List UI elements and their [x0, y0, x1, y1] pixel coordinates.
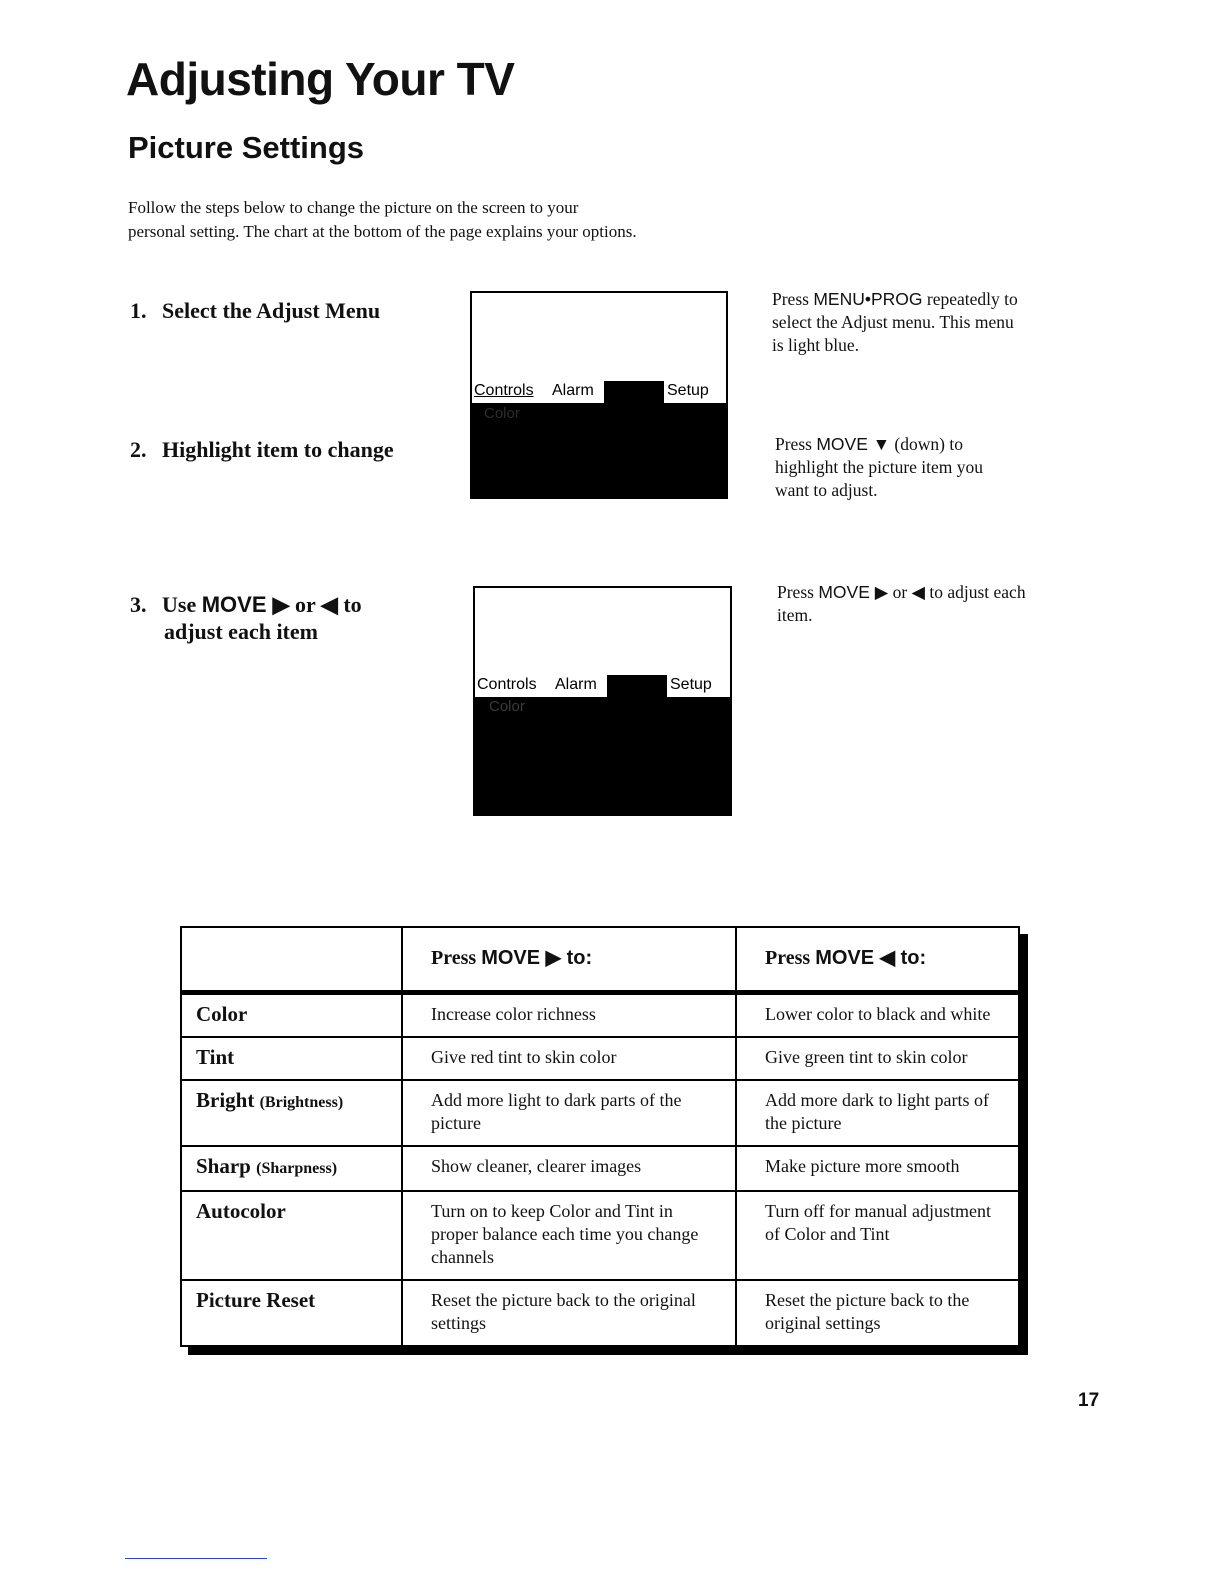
setting-name: Color: [181, 993, 402, 1038]
move-right-effect: Show cleaner, clearer images: [402, 1146, 736, 1191]
page-title: Adjusting Your TV: [126, 53, 515, 105]
desc-line: is light blue.: [772, 335, 860, 355]
intro-paragraph: [128, 196, 788, 244]
table-row: [181, 1037, 1019, 1080]
move-left-effect: Add more dark to light parts of the picture: [736, 1080, 1019, 1146]
move-right-effect: Add more light to dark parts of the picture: [402, 1080, 736, 1146]
step-label-line2: adjust each item: [164, 619, 318, 644]
move-right-effect: Reset the picture back to the original settings: [402, 1280, 736, 1346]
section-title: Picture Settings: [128, 130, 364, 165]
step-1-description: [772, 288, 1072, 357]
menu-item-alarm: Alarm: [555, 676, 597, 693]
table-row: [181, 993, 1019, 1038]
setting-name: Bright (Brightness): [181, 1080, 402, 1146]
move-left-effect: Make picture more smooth: [736, 1146, 1019, 1191]
tv-menu-bar: [472, 381, 726, 403]
tv-menu-bar: [475, 675, 730, 697]
menu-item-alarm: Alarm: [552, 382, 594, 399]
table-row: [181, 1146, 1019, 1191]
menu-item-adjust-highlight: [607, 675, 667, 697]
menu-item-setup: Setup: [670, 676, 712, 693]
move-left-effect: Lower color to black and white: [736, 993, 1019, 1038]
step-label: Use MOVE ▶ or ◀ to: [162, 592, 362, 617]
picture-options-table: [180, 926, 1020, 1347]
menu-item-adjust-highlight: [604, 381, 664, 403]
move-right-effect: Turn on to keep Color and Tint in proper balance each time you change channels: [402, 1191, 736, 1280]
move-right-effect: Increase color richness: [402, 993, 736, 1038]
step-number: 3.: [130, 592, 147, 617]
setting-name: Autocolor: [181, 1191, 402, 1280]
step-2-description: [775, 433, 1075, 502]
desc-line: item.: [777, 605, 813, 625]
move-left-effect: Reset the picture back to the original settings: [736, 1280, 1019, 1346]
menu-item-controls: Controls: [477, 676, 537, 693]
step-number: 1.: [130, 298, 147, 323]
table-row: [181, 1080, 1019, 1146]
setting-name: Picture Reset: [181, 1280, 402, 1346]
intro-line: Follow the steps below to change the picture on the screen to your: [128, 198, 579, 217]
table-header-move-right: Press MOVE ▶ to:: [402, 927, 736, 993]
step-1: [130, 297, 380, 324]
intro-line: personal setting. The chart at the bottom of the page explains your options.: [128, 222, 637, 241]
step-label: Highlight item to change: [162, 437, 394, 462]
table-header-move-left: Press MOVE ◀ to:: [736, 927, 1019, 993]
page-number: 17: [1078, 1390, 1100, 1411]
step-3: [130, 591, 362, 645]
desc-line: highlight the picture item you: [775, 457, 984, 477]
desc-line: Press MOVE ▼ (down) to: [775, 434, 963, 454]
setting-name: Tint: [181, 1037, 402, 1080]
tv-screen-adjust-menu: [470, 291, 728, 499]
table-row: [181, 1191, 1019, 1280]
table-header-row: [181, 927, 1019, 993]
move-left-effect: Turn off for manual adjustment of Color and Tint: [736, 1191, 1019, 1280]
move-left-effect: Give green tint to skin color: [736, 1037, 1019, 1080]
step-number: 2.: [130, 437, 147, 462]
table-header-empty: [181, 927, 402, 993]
desc-line: select the Adjust menu. This menu: [772, 312, 1014, 332]
step-3-description: [777, 581, 1077, 627]
desc-line: want to adjust.: [775, 480, 878, 500]
move-right-effect: Give red tint to skin color: [402, 1037, 736, 1080]
desc-line: Press MOVE ▶ or ◀ to adjust each: [777, 582, 1026, 602]
table-row: [181, 1280, 1019, 1346]
footer-rule: [125, 1558, 267, 1559]
tv-screen-adjust-item: [473, 586, 732, 816]
menu-item-controls: Controls: [474, 382, 534, 399]
menu-item-setup: Setup: [667, 382, 709, 399]
tv-selected-item: Color: [489, 698, 525, 715]
desc-line: Press MENU•PROG repeatedly to: [772, 289, 1018, 309]
tv-selected-item: Color: [484, 405, 520, 422]
setting-name: Sharp (Sharpness): [181, 1146, 402, 1191]
step-2: [130, 436, 394, 463]
step-label: Select the Adjust Menu: [162, 298, 381, 323]
